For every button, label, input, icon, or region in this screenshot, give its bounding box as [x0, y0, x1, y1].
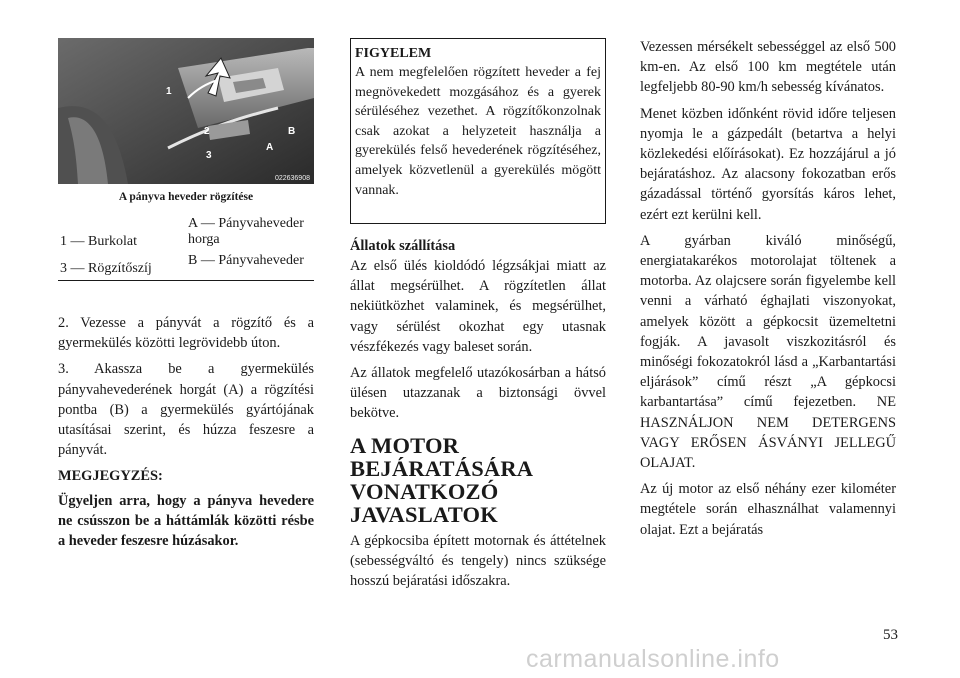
note-title: MEGJEGYZÉS:	[58, 468, 163, 485]
chapter-heading-line: A MOTOR	[350, 432, 460, 458]
chapter-heading-line: JAVASLATOK	[350, 501, 498, 527]
warning-box	[350, 38, 606, 224]
middle-column-text	[350, 236, 606, 597]
animals-paragraph-1: Az első ülés kioldódó légzsákjai miatt az állat megsérülhet. A rögzítetlen állat nekiütközhet valaminek, és megsérülhet, vagy sérülést okozhat egy utasnak vészfékezés vagy baleset során.	[350, 258, 606, 355]
tether-illustration	[58, 38, 314, 184]
step-2: 2. Vezesse a pányvát a rögzítő és a gyermekülés közötti legrövidebb úton.	[58, 315, 314, 352]
callout-3: 3	[206, 150, 212, 161]
legend-row	[58, 216, 314, 250]
note-text: Ügyeljen arra, hogy a pányva hevedere ne csússzon be a háttámlák közötti résbe a heveder feszesre húzásakor.	[58, 492, 314, 550]
figure-code: 022636908	[274, 175, 310, 182]
legend-item-b: B — Pányvaheveder	[188, 253, 304, 268]
legend-row	[58, 253, 314, 277]
callout-b: B	[288, 126, 296, 137]
breakin-paragraph-3: A gyárban kiváló minőségű, energiatakarékos motorolajat töltenek a motorba. Az olajcsere során figyelembe kell venni a várható éghajlati viszonyokat, amelyek között a gépkocsit üzemeltetni fogják. A javasolt viszkozitásról és minőségi fokozatokról lásd a „Karbantartási eljárások” című részt „A gépkocsi karbantartása” című fejezetben. NE HASZNÁLJON NEM DETERGENS VAGY ERŐSEN ÁSVÁNYI JELLEGŰ OLAJAT.	[640, 232, 896, 472]
step-3: 3. Akassza be a gyermekülés pányvahevederének horgát (A) a rögzítési pontba (B) a gyermekülés gyártójának utasításai szerint, és húzza feszesre a pányvát.	[58, 361, 314, 459]
callout-1: 1	[166, 86, 172, 97]
chapter-heading-line: VONATKOZÓ	[350, 478, 499, 504]
legend-item-3: 3 — Rögzítőszíj	[60, 261, 152, 276]
chapter-heading	[350, 434, 606, 526]
breakin-paragraph-1: Vezessen mérsékelt sebességgel az első 500 km-en. Az első 100 km megtétele után legfeljebb 80-90 km/h sebesség kívánatos.	[640, 39, 896, 96]
right-column	[640, 37, 896, 546]
animals-paragraph-2: Az állatok megfelelő utazókosárban a hátsó ülésen utazzanak a biztonsági övvel bekötve.	[350, 365, 606, 422]
callout-a: A	[266, 142, 274, 153]
warning-text: A nem megfelelően rögzített heveder a fej megnövekedett mozgásához és a gyerek sérüléséhez vezethet. A rögzítőkonzolnak csak azokat a helyzeteit használja a gyerekülés felső hevederének rögzítéséhez, amelyek közvetlenül a gyerekülés mögött vannak.	[355, 65, 601, 198]
page-number: 53	[883, 627, 898, 643]
legend-item-a: A — Pányvaheveder horga	[188, 216, 304, 247]
engine-paragraph-1: A gépkocsiba épített motornak és áttételnek (sebességváltó és tengely) nincs szüksége hosszú bejáratási időszakra.	[350, 532, 606, 590]
tether-strap-figure	[58, 38, 314, 184]
callout-2: 2	[204, 126, 210, 137]
chapter-heading-line: BEJÁRATÁSÁRA	[350, 455, 534, 481]
breakin-paragraph-4: Az új motor az első néhány ezer kilométer megtétele során elhasználhat valamennyi olajat. Ezt a bejáratás	[640, 481, 896, 538]
watermark: carmanualsonline.info	[526, 645, 780, 673]
left-column-text	[58, 313, 314, 557]
figure-legend	[58, 216, 314, 281]
animals-heading: Állatok szállítása	[350, 238, 456, 254]
breakin-paragraph-2: Menet közben időnként rövid időre teljesen nyomja le a gázpedált (betartva a helyi közlekedési előírásokat). Ez hozzájárul a jó bejáratáshoz. Az alacsony fokozatban erős gázadással történő gyorsítás káros lehet, ezért ezt kerülni kell.	[640, 105, 896, 223]
figure-caption: A pányva heveder rögzítése	[118, 191, 254, 203]
warning-title: FIGYELEM	[355, 46, 432, 61]
legend-item-1: 1 — Burkolat	[60, 234, 137, 249]
